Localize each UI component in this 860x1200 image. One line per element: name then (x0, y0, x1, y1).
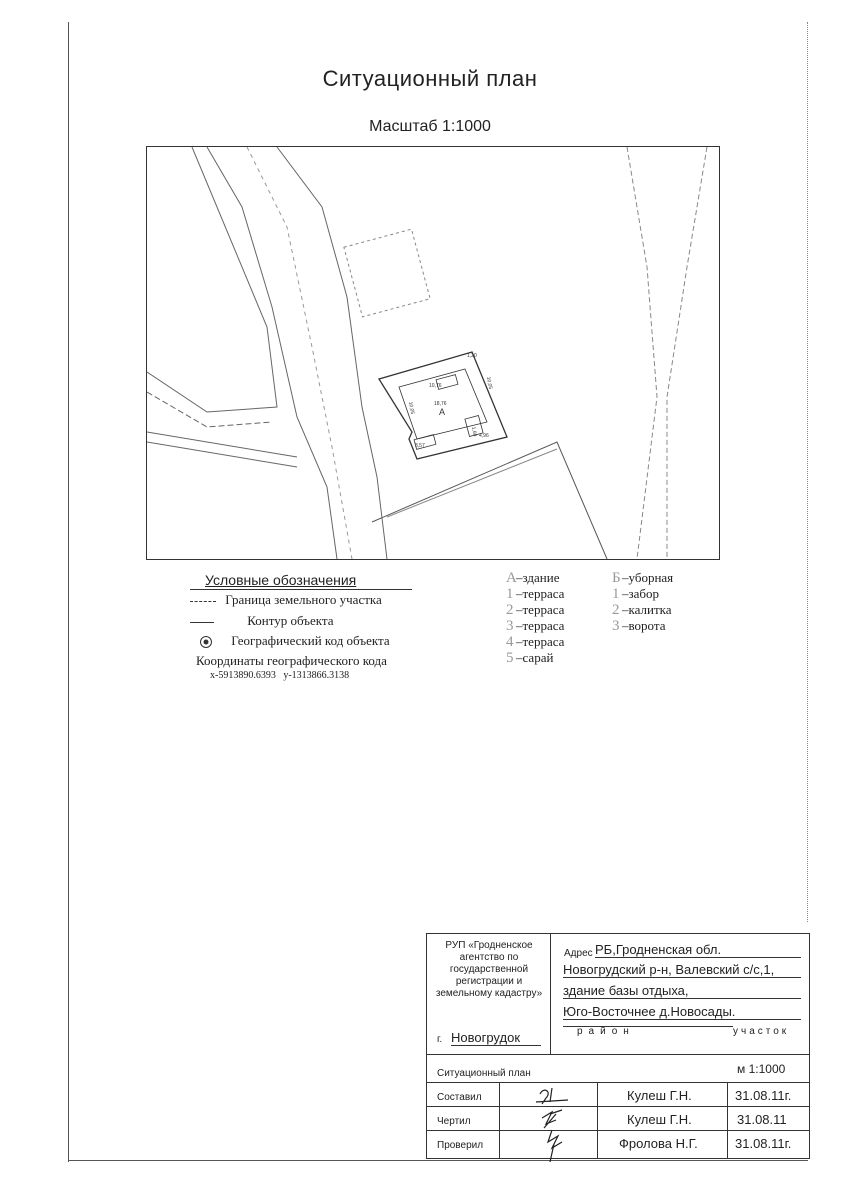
list-item: 1 –терраса (506, 586, 565, 602)
list-item: 2 –терраса (506, 602, 565, 618)
geocode-icon (200, 636, 212, 648)
list-item: 5 –сарай (506, 650, 554, 666)
list-item: 4 –терраса (506, 634, 565, 650)
list-item: 3 –терраса (506, 618, 565, 634)
dim-label: 3,57 (415, 443, 425, 449)
boundary-line-symbol (190, 601, 216, 602)
legend-title: Условные обозначения (205, 572, 357, 588)
list-item: 3 –ворота (612, 618, 666, 634)
person-name: Фролова Н.Г. (619, 1136, 698, 1151)
dim-label: 1,60 (470, 426, 478, 437)
dim-label: 18,76 (434, 401, 447, 407)
legend-item-label: Граница земельного участка (225, 592, 382, 607)
doc-name: Ситуационный план (437, 1068, 531, 1079)
dim-label: 10,05 (407, 401, 416, 415)
address-line: РБ,Гродненская обл. (595, 942, 801, 958)
lower-plot-2 (387, 449, 557, 517)
dim-label: 10,05 (485, 376, 494, 390)
address-line: Юго-Восточнее д.Новосады. (563, 1004, 801, 1020)
right-boundary-2 (667, 147, 707, 559)
legend-item-label: Контур объекта (247, 613, 334, 628)
legend-item-contour (190, 613, 334, 629)
role-label: Составил (437, 1092, 482, 1103)
plot-label: участок (733, 1026, 790, 1037)
address-line: здание базы отдыха, (563, 983, 801, 999)
document-title: Ситуационный план (322, 66, 538, 91)
road-left-edge (207, 147, 337, 559)
left-plot-outline (147, 147, 277, 412)
lower-plot (372, 442, 607, 559)
coords-x: x-5913890.6393 (210, 670, 276, 681)
title-block (426, 933, 810, 1159)
contour-line-symbol (190, 622, 214, 623)
list-item: Б–уборная (612, 570, 674, 586)
city-prefix: г. (437, 1034, 443, 1045)
lower-road-bottom (147, 442, 297, 467)
situational-map (146, 146, 720, 560)
page-frame-right (807, 22, 808, 922)
lower-road-top (147, 432, 297, 457)
sign-date: 31.08.11г. (735, 1136, 792, 1151)
address-label: Адрес (564, 948, 593, 959)
person-name: Кулеш Г.Н. (627, 1112, 692, 1127)
coords-y: y-1313866.3138 (283, 670, 350, 681)
neighbor-building (344, 229, 430, 317)
district-label: район (577, 1026, 635, 1037)
person-name: Кулеш Г.Н. (627, 1088, 692, 1103)
sign-date: 31.08.11 (737, 1112, 787, 1127)
sign-date: 31.08.11г. (735, 1088, 792, 1103)
legend-item-label: Географический код объекта (231, 633, 390, 648)
page-frame-left (68, 22, 69, 1162)
legend-item-geocode (200, 633, 390, 649)
role-label: Чертил (437, 1116, 471, 1127)
building-label-a: А (439, 407, 446, 417)
role-label: Проверил (437, 1140, 484, 1151)
legend-item-boundary (190, 592, 382, 608)
list-item: 2 –калитка (612, 602, 672, 618)
numbered-items-left (506, 570, 564, 666)
dim-label: 1,20 (467, 353, 477, 359)
legend-title-underline (190, 589, 412, 590)
list-item: 1 –забор (612, 586, 660, 602)
scale-label: Масштаб 1:1000 (369, 118, 491, 135)
city-name: Новогрудок (451, 1030, 541, 1046)
numbered-items-right (612, 570, 673, 634)
left-plot-outline-inner (147, 392, 272, 427)
org-name: РУП «Гродненское агентство по государственной регистрации и земельному кадастру» (435, 940, 543, 999)
signature (522, 1084, 582, 1164)
coords-title: Координаты географического кода (196, 653, 387, 668)
page-frame-bottom (68, 1160, 808, 1161)
dim-label: 4,96 (479, 433, 489, 439)
road-center (247, 147, 352, 559)
coords-values (210, 670, 349, 681)
list-item: А–здание (506, 570, 560, 586)
doc-scale: м 1:1000 (737, 1062, 786, 1076)
dim-label: 10,76 (429, 383, 442, 389)
address-line: Новогрудский р-н, Валевский с/с,1, (563, 962, 801, 978)
map-drawing (147, 147, 719, 559)
road-right-edge (277, 147, 387, 559)
right-boundary-1 (627, 147, 657, 559)
